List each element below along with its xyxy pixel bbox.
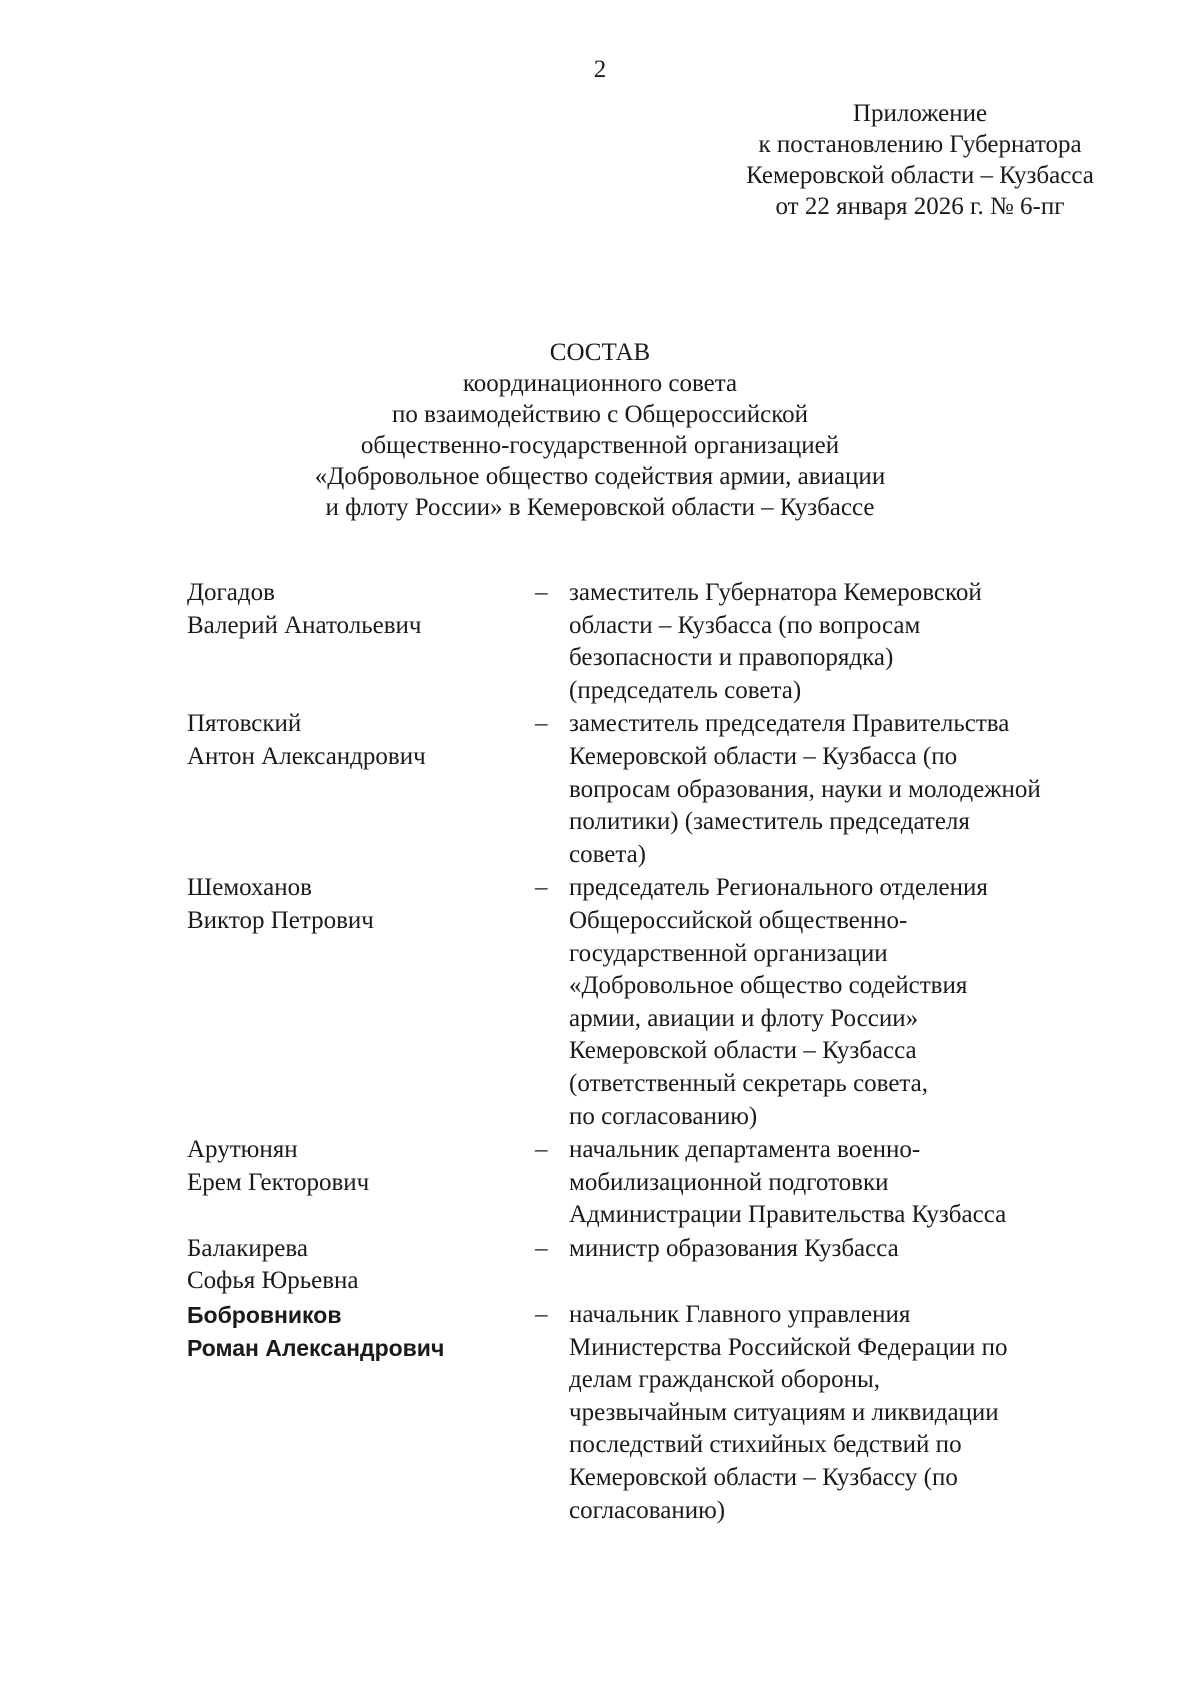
position-line: вопросам образования, науки и молодежной <box>569 775 1041 803</box>
position-line: начальник департамента военно- <box>569 1136 921 1164</box>
appendix-line: Кемеровской области – Кузбасса <box>746 162 1094 189</box>
position-line: заместитель Губернатора Кемеровской <box>569 579 982 606</box>
member-given-names: Валерий Анатольевич <box>187 611 422 639</box>
member-entry <box>187 1299 1117 1527</box>
member-name <box>187 1233 535 1298</box>
position-line: безопасности и правопорядка) <box>569 644 894 672</box>
member-position <box>569 1233 1117 1298</box>
member-name <box>187 1299 535 1527</box>
member-entry <box>187 1134 1117 1232</box>
appendix-block <box>600 98 1200 222</box>
member-entry <box>187 872 1117 1133</box>
member-name <box>187 577 535 707</box>
title-line: по взаимодействию с Общероссийской <box>391 401 809 428</box>
member-name <box>187 1134 535 1232</box>
position-line: Кемеровской области – Кузбасса (по <box>569 742 958 770</box>
position-line: министр образования Кузбасса <box>569 1234 899 1262</box>
member-name <box>187 872 535 1133</box>
position-line: «Добровольное общество содействия <box>569 972 968 1000</box>
member-dash: – <box>535 874 548 902</box>
position-line: по согласованию) <box>569 1102 758 1130</box>
appendix-line: к постановлению Губернатора <box>758 131 1082 158</box>
position-line: (председатель совета) <box>569 676 802 704</box>
position-line: армии, авиации и флоту России» <box>569 1004 919 1032</box>
member-dash: – <box>535 1234 548 1262</box>
position-line: чрезвычайным ситуациям и ликвидации <box>569 1398 999 1426</box>
position-line: делам гражданской обороны, <box>569 1366 881 1394</box>
appendix-line: Приложение <box>852 100 988 127</box>
member-position <box>569 577 1117 707</box>
position-line: области – Кузбасса (по вопросам <box>569 611 921 639</box>
title-line: и флоту России» в Кемеровской области – Кузбассе <box>325 494 875 521</box>
members-list <box>187 577 1117 1527</box>
page-number: 2 <box>593 56 607 83</box>
position-line: Министерства Российской Федерации по <box>569 1333 1008 1361</box>
member-given-names: Виктор Петрович <box>187 906 374 934</box>
title-line: координационного совета <box>462 370 738 397</box>
member-surname: Пятовский <box>187 710 302 738</box>
member-position <box>569 1134 1117 1232</box>
member-name <box>187 708 535 871</box>
member-dash: – <box>535 579 548 606</box>
member-surname: Шемоханов <box>187 874 312 902</box>
member-surname: Арутюнян <box>187 1136 298 1164</box>
position-line: председатель Регионального отделения <box>569 874 988 902</box>
appendix-line: от 22 января 2026 г. № 6-пг <box>775 193 1065 220</box>
member-given-names: Антон Александрович <box>187 742 426 770</box>
member-entry <box>187 577 1117 707</box>
member-given-names: Роман Александрович <box>187 1334 445 1361</box>
position-line: заместитель председателя Правительства <box>569 710 1010 738</box>
member-surname: Бобровников <box>187 1302 342 1329</box>
position-line: Кемеровской области – Кузбасса <box>569 1037 917 1065</box>
member-surname: Догадов <box>187 579 275 606</box>
member-surname: Балакирева <box>187 1234 308 1262</box>
position-line: начальник Главного управления <box>569 1301 911 1329</box>
position-line: согласованию) <box>569 1496 726 1524</box>
document-title <box>0 337 1200 523</box>
member-position <box>569 1299 1117 1527</box>
member-dash: – <box>535 710 548 738</box>
member-dash: – <box>535 1136 548 1164</box>
position-line: Администрации Правительства Кузбасса <box>569 1201 1007 1229</box>
member-given-names: Софья Юрьевна <box>187 1267 359 1295</box>
title-heading: СОСТАВ <box>549 339 651 366</box>
member-entry <box>187 708 1117 871</box>
position-line: политики) (заместитель председателя <box>569 808 970 836</box>
position-line: мобилизационной подготовки <box>569 1168 889 1196</box>
member-entry <box>187 1233 1117 1298</box>
title-line: общественно-государственной организацией <box>360 432 840 459</box>
position-line: Кемеровской области – Кузбассу (по <box>569 1464 958 1492</box>
member-position <box>569 708 1117 871</box>
member-position <box>569 872 1117 1133</box>
member-given-names: Ерем Гекторович <box>187 1168 370 1196</box>
position-line: совета) <box>569 840 647 868</box>
position-line: последствий стихийных бедствий по <box>569 1431 962 1459</box>
position-line: государственной организации <box>569 939 888 967</box>
title-line: «Добровольное общество содействия армии, авиации <box>314 463 886 490</box>
position-line: Общероссийской общественно- <box>569 906 908 934</box>
member-dash: – <box>535 1301 548 1329</box>
position-line: (ответственный секретарь совета, <box>569 1069 929 1097</box>
